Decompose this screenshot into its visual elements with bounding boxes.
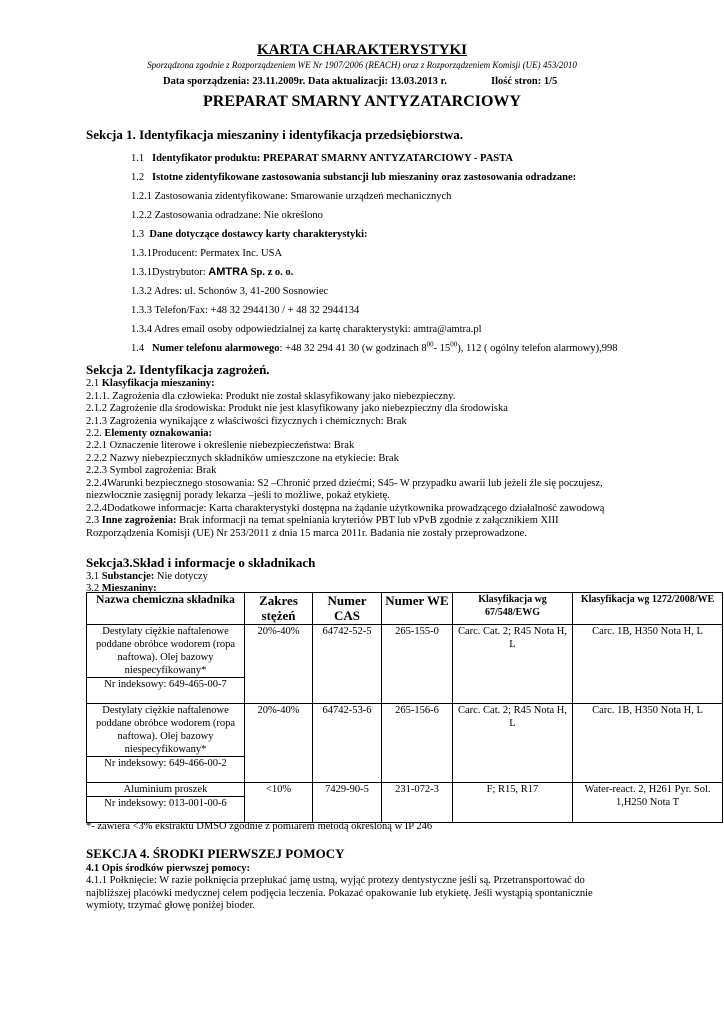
amtra-brand: AMTRA [208,266,249,278]
section-4-heading: SEKCJA 4. ŚRODKI PIERWSZEJ POMOCY [86,846,345,861]
s2-line-10: niezwłocznie zasięgnij porady lekarza –jeśli to możliwe, pokaż etykietę. [86,490,390,501]
cell-we: 265-156-6 [382,704,453,783]
s1-l5-label: Dane dotyczące dostawcy karty charakterystyki: [149,229,368,240]
s1-l11-sup1: 00 [426,340,434,349]
cell-cls-we: Water-react. 2, H261 Pyr. Sol. 1,H250 Nota T [573,783,723,823]
cell-cas: 64742-53-6 [313,704,382,783]
header-we: Numer WE [382,593,453,625]
document-title: KARTA CHARAKTERYSTYKI [257,42,467,58]
header-cls-ewg: Klasyfikacja wg 67/548/EWG [453,593,573,625]
s4-line-4: wymioty, trzymać głowę poniżej bioder. [86,900,256,911]
s2-l1-label: Klasyfikacja mieszaniny: [101,378,215,389]
cell-cls-ewg: Carc. Cat. 2; R45 Nota H, L [453,625,573,704]
s1-line-1-1 [131,152,513,165]
s1-line-email: 1.3.4 Adres email osoby odpowiedzialnej za kartę charakterystyki: amtra@amtra.pl [131,324,482,335]
cell-cls-we: Carc. 1B, H350 Nota H, L [573,625,723,704]
s2-line-8: 2.2.3 Symbol zagrożenia: Brak [86,465,217,476]
product-name: PREPARAT SMARNY ANTYZATARCIOWY [203,93,521,110]
s4-line-2: 4.1.1 Połknięcie: W razie połknięcia przepłukać jamę ustną, wyjąć protezy dentystyczne jeśli są. Przetransportować do [86,875,585,886]
cell-name: Destylaty ciężkie naftalenowe poddane obróbce wodorem (ropa naftowa). Olej bazowy niespecyfikowany* [87,625,245,678]
document-dates: Data sporządzenia: 23.11.2009r. Data aktualizacji: 13.03.2013 r. [163,76,447,87]
s2-l5-num: 2.2. [86,428,105,439]
header-cas: Numer CAS [313,593,382,625]
cell-we: 231-072-3 [382,783,453,823]
s2-line-2: 2.1.1. Zagrożenia dla człowieka: Produkt nie został sklasyfikowany jako niebezpieczny. [86,391,456,402]
cell-we: 265-155-0 [382,625,453,704]
s2-line-13: Rozporządzenia Komisji (UE) Nr 253/2011 z dnia 15 marca 2011r. Badania nie zostały przeprowadzone. [86,528,527,539]
s1-line-1-2-2: 1.2.2 Zastosowania odradzane: Nie określono [131,210,323,221]
s1-l11-c: ), 112 ( ogólny telefon alarmowy),998 [457,343,618,354]
s4-line-1: 4.1 Opis środków pierwszej pomocy: [86,863,251,874]
s1-l5-num: 1.3 [131,229,145,240]
s1-line-1-2 [131,171,576,184]
cell-index: Nr indeksowy: 649-466-00-2 [87,757,245,783]
cell-cas: 64742-52-5 [313,625,382,704]
cell-range: 20%-40% [245,625,313,704]
s1-l11-num: 1.4 [131,343,145,354]
cell-range: 20%-40% [245,704,313,783]
s3-l1-label: Substancje: [101,571,155,582]
s2-line-4: 2.1.3 Zagrożenia wynikające z właściwości fizycznych i chemicznych: Brak [86,416,407,427]
s3-l2-label: Mieszaniny: [101,583,157,594]
s2-line-11: 2.2.4Dodatkowe informacje: Karta charakterystyki dostępna na żądanie użytkownika prowadzącego działalność zawodową [86,503,605,514]
cell-cls-ewg: F; R15, R17 [453,783,573,823]
s2-l12-num: 2.3 [86,515,102,526]
s1-l2-num: 1.2 [131,172,145,183]
s3-footnote: *- zawiera <3% ekstraktu DMSO zgodnie z pomiarem metodą określoną w IP 246 [86,821,433,832]
s1-l7-pre: 1.3.1Dystrybutor: [131,267,209,278]
cell-name: Aluminium proszek [87,783,245,797]
cell-range: <10% [245,783,313,823]
s1-l11-b: - 15 [433,343,451,354]
s1-line-phone: 1.3.3 Telefon/Fax: +48 32 2944130 / + 48 32 2944134 [131,305,360,316]
section-2-heading: Sekcja 2. Identyfikacja zagrożeń. [86,362,270,377]
section-1-heading: Sekcja 1. Identyfikacja mieszaniny i identyfikacja przedsiębiorstwa. [86,127,463,142]
s3-l2-num: 3.2 [86,583,102,594]
s3-l1-text: Nie dotyczy [154,571,208,582]
s1-l11-a: : +48 32 294 41 30 (w godzinach 8 [279,343,427,354]
cell-cls-we: Carc. 1B, H350 Nota H, L [573,704,723,783]
table-row [87,625,723,678]
cell-cls-ewg: Carc. Cat. 2; R45 Nota H, L [453,704,573,783]
s1-l11-sup2: 00 [450,340,458,349]
header-range: Zakres stężeń [245,593,313,625]
s2-line-9: 2.2.4Warunki bezpiecznego stosowania: S2 –Chronić przed dziećmi; S45- W przypadku awarii lub jeżeli źle się poczujesz, [86,478,603,489]
s4-line-3: najbliższej placówki medycznej celem podjęcia leczenia. Pokazać opakowanie lub etykietę. Jeśli wystąpią spontanicznie [86,888,593,899]
s1-l1-label: Identyfikator produktu: PREPARAT SMARNY ANTYZATARCIOWY - PASTA [152,153,513,164]
s1-l2-label: Istotne zidentyfikowane zastosowania substancji lub mieszaniny oraz zastosowania odradzane: [152,172,577,183]
s3-l1-num: 3.1 [86,571,102,582]
s1-line-producer: 1.3.1Producent: Permatex Inc. USA [131,248,283,259]
s1-line-distributor [131,266,293,279]
composition-table [86,592,723,823]
s2-line-6: 2.2.1 Oznaczenie literowe i określenie niebezpieczeństwa: Brak [86,440,355,451]
cell-index: Nr indeksowy: 013-001-00-6 [87,797,245,823]
regulation-subtitle: Sporządzona zgodnie z Rozporządzeniem WE Nr 1907/2006 (REACH) oraz z Rozporządzeniem Komisji (UE) 453/2010 [147,60,577,70]
s1-line-address: 1.3.2 Adres: ul. Schonów 3, 41-200 Sosnowiec [131,286,329,297]
cell-index: Nr indeksowy: 649-465-00-7 [87,678,245,704]
table-row [87,783,723,797]
s2-line-12 [86,514,559,527]
cell-name: Destylaty ciężkie naftalenowe poddane obróbce wodorem (ropa naftowa). Olej bazowy niespecyfikowany* [87,704,245,757]
cell-cas: 7429-90-5 [313,783,382,823]
s2-l12-text: Brak informacji na temat spełniania kryteriów PBT lub vPvB zgodnie z załącznikiem XIII [176,515,559,526]
header-cls-we: Klasyfikacja wg 1272/2008/WE [573,593,723,625]
s2-line-7: 2.2.2 Nazwy niebezpiecznych składników umieszczone na etykiecie: Brak [86,453,399,464]
s1-l1-num: 1.1 [131,153,145,164]
s2-l5-label: Elementy oznakowania: [104,428,212,439]
s1-line-1-2-1: 1.2.1 Zastosowania zidentyfikowane: Smarowanie urządzeń mechanicznych [131,191,452,202]
s2-l12-label: Inne zagrożenia: [101,515,177,526]
s1-l7-post: Sp. z o. o. [248,267,294,278]
page-count: Ilość stron: 1/5 [491,76,558,87]
s2-line-3: 2.1.2 Zagrożenie dla środowiska: Produkt nie jest klasyfikowany jako niebezpieczny dla środowiska [86,403,508,414]
s1-l11-label: Numer telefonu alarmowego [152,343,280,354]
s1-line-emergency [131,342,618,355]
header-name: Nazwa chemiczna składnika [87,593,245,625]
section-3-heading: Sekcja3.Skład i informacje o składnikach [86,555,316,570]
table-row [87,704,723,757]
s1-line-1-3 [131,228,368,241]
s2-l1-num: 2.1 [86,378,102,389]
s2-line-1 [86,377,215,390]
